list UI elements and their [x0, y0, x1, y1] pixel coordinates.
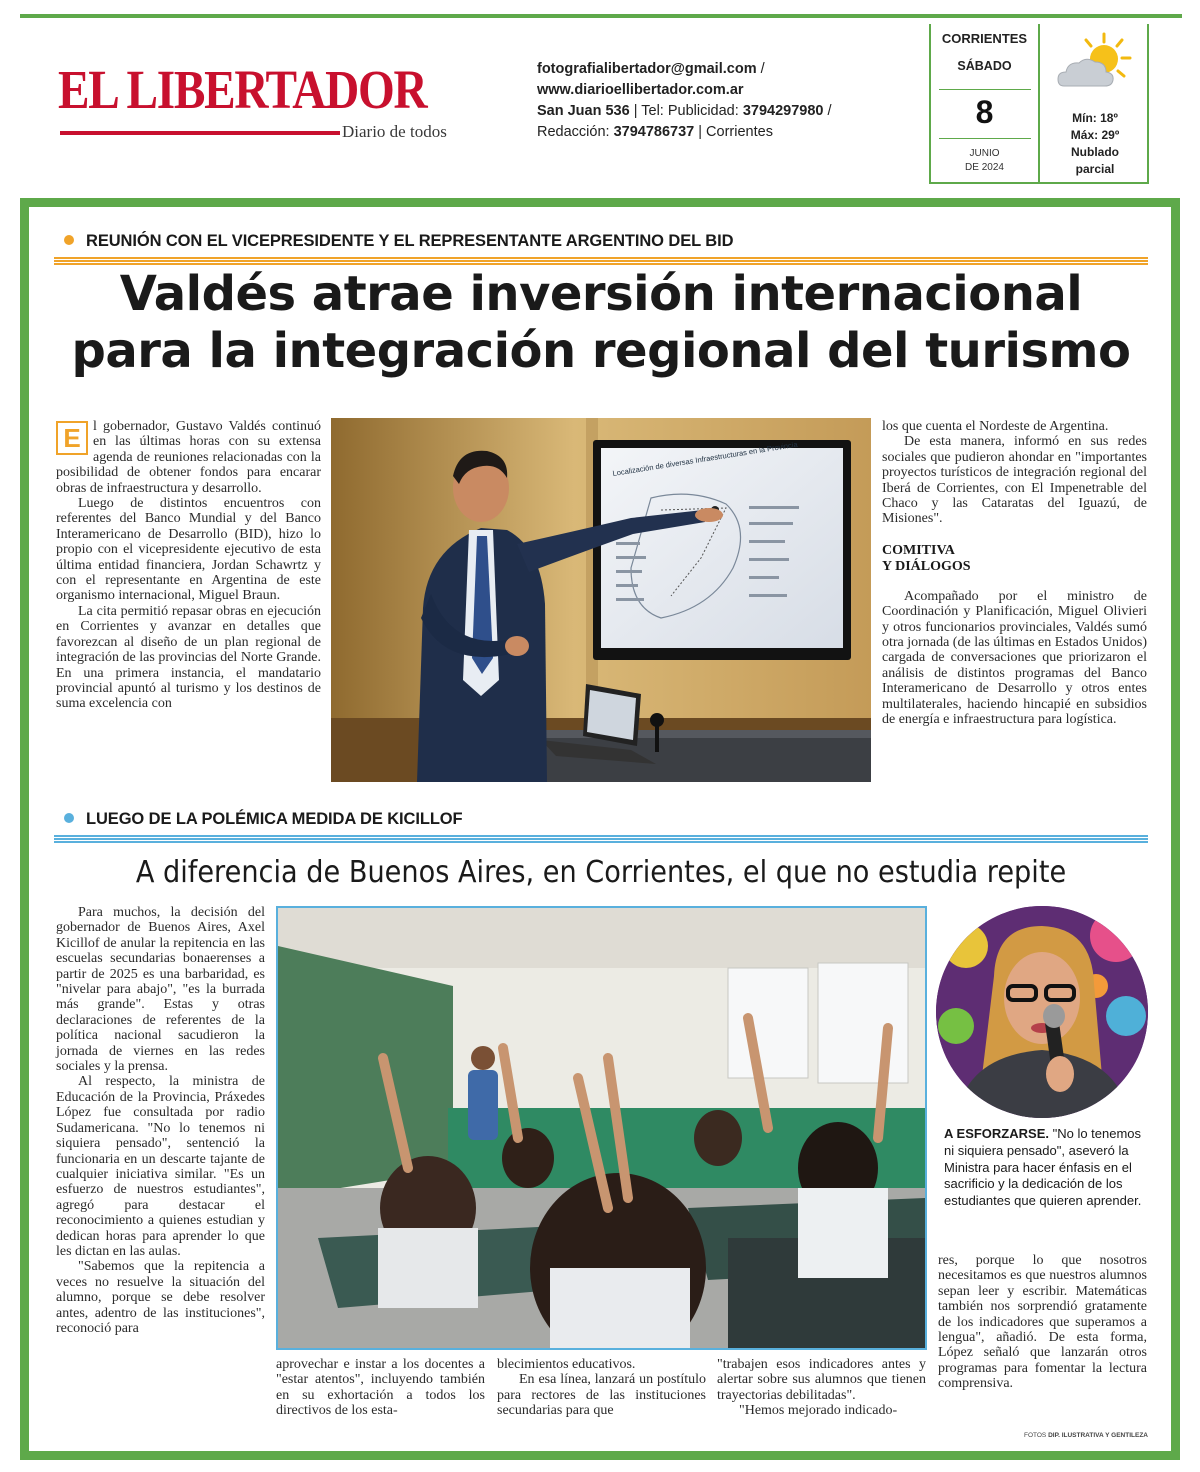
article1-subhead: COMITIVA Y DIÁLOGOS [882, 542, 971, 574]
photo-credit: FOTOS DIP. ILUSTRATIVA Y GENTILEZA [1024, 1432, 1148, 1439]
top-rule [20, 14, 1182, 18]
date-weekday: SÁBADO [957, 59, 1012, 73]
article1-column-1: E l gobernador, Gustavo Valdés continuó en las últimas horas con su extensa agenda de reuniones relacionadas con la posibilidad de obtener fondos para encarar obras de infraestructura y desarrollo. Luego de distintos encuentros con referentes del Banco Mundial y del Banco Interamericano de Desarrollo (BID), hizo lo propio con el vicepresidente ejecutivo de esta última entidad financiera, Jordan Schawrtz y con el representante en Argentina de este organismo internacional, Miguel Braun. La cita permitió repasar obras en ejecución en Corrientes y avanzar en detalles que favorezcan al diseño de un plan regional de integración de las provincias del Norte Grande. En una primera instancia, el mandatario provincial apuntó al turismo y los destinos de suma excelencia con [56, 419, 321, 712]
contact-website[interactable]: www.diarioellibertador.com.ar [537, 82, 744, 98]
logo-text: EL LIBERTADOR [58, 59, 427, 120]
weather-condition-1: Nublado [1071, 145, 1119, 159]
date-box [929, 24, 1149, 184]
article1-rule [54, 257, 1148, 265]
logo-tagline: Diario de todos [342, 122, 447, 141]
contact-redaccion-phone: 3794786737 [613, 124, 695, 140]
portrait-caption: A ESFORZARSE. "No lo tenemos ni siquiera pensado", aseveró la Ministra para hacer énfasis en el sacrificio y la dedicación de los estudiantes que quieren aprender. [944, 1126, 1142, 1209]
article2-kicker: LUEGO DE LA POLÉMICA MEDIDA DE KICILLOF [64, 810, 1144, 829]
date-year: DE 2024 [965, 162, 1004, 173]
partly-cloudy-icon [1048, 30, 1138, 102]
logo-underline [60, 131, 340, 135]
article1-kicker: REUNIÓN CON EL VICEPRESIDENTE Y EL REPRESENTANTE ARGENTINO DEL BID [64, 232, 1144, 251]
bullet-blue-icon [64, 813, 74, 823]
article2-column-3: blecimientos educativos. En esa línea, lanzará un postítulo para rectores de las instituciones secundarias para que [497, 1357, 706, 1419]
article1-column-3: los que cuenta el Nordeste de Argentina. De esta manera, informó en sus redes sociales que pudieron ahondar en "importantes proyectos turísticos de integración regional del Iberá de Corrientes, con El Impenetrable del Chaco y las Cataratas del Iguazú, de Misiones". COMITIVA Y DIÁLOGOS Acompañado por el ministro de Coordinación y Planificación, Miguel Olivieri y otros funcionarios provinciales, Valdés sumó otra jornada (de las últimas en Estados Unidos) cargada de conversaciones que priorizaron el análisis de distintos programas del Banco Interamericano de Desarrollo y otros entes multilaterales, haciendo hincapié en subsidios de energía e infraestructura para logística. [882, 419, 1147, 728]
date-city: CORRIENTES [941, 31, 1028, 46]
date-day: 8 [975, 94, 994, 130]
svg-text:Localización de diversas Infra: Localización de diversas Infraestructuras en la Provincia [611, 439, 799, 478]
article2-classroom-photo [276, 906, 927, 1350]
article2-column-4: "trabajen esos indicadores antes y alertar sobre sus alumnos que tienen trayectorias debilitadas". "Hemos mejorado indicado- [717, 1357, 926, 1419]
bullet-orange-icon [64, 235, 74, 245]
article2-headline: A diferencia de Buenos Aires, en Corrientes, el que no estudia repite [135, 855, 1067, 890]
weather-condition-2: parcial [1075, 162, 1115, 176]
date-month: JUNIO [969, 148, 1000, 159]
weather-min: Mín: 18º [1072, 111, 1118, 125]
article1-photo [331, 418, 871, 782]
article2-column-5: res, porque lo que nosotros necesitamos es que nuestros alumnos sepan leer y escribir. Matemáticas también nos sorprendió gratamente de los indicadores que superamos a lengua", añadió. De esta forma, López señaló que lanzarán otros programas para fomentar la lectura comprensiva. [938, 1253, 1147, 1392]
minister-portrait [936, 906, 1148, 1118]
contact-phone: 3794297980 [742, 103, 824, 119]
article2-rule [54, 835, 1148, 843]
logo [58, 60, 458, 144]
masthead-contact: fotografialibertador@gmail.com / www.diarioellibertador.com.ar San Juan 536 | Tel: Publicidad: 3794297980 / Redacción: 3794786737 | Corrientes [537, 61, 832, 140]
article2-column-2: aprovechar e instar a los docentes a "estar atentos", incluyendo también en su exhortación a todos los directivos de los esta- [276, 1357, 485, 1419]
article1-headline: Valdés atrae inversión internacional para la integración regional del turismo [71, 266, 1131, 379]
contact-email[interactable]: fotografialibertador@gmail.com [537, 61, 757, 77]
article2-column-1: Para muchos, la decisión del gobernador de Buenos Aires, Axel Kicillof de anular la repitencia en las escuelas secundarias bonaerenses a partir de 2025 es una barbaridad, es "nivelar para abajo", "es la burrada más grande". Estas y otras declaraciones de referentes de la política nacional sacudieron la jornada de viernes en las redes sociales y la prensa. Al respecto, la ministra de Educación de la Provincia, Práxedes López fue consultada por radio Sudamericana. "No lo tenemos ni siquiera pensado", sentenció la funcionaria en un descarte tajante de cualquier iniciativa similar. "Es un esfuerzo de nuestros estudiantes", agregó para destacar el reconocimiento a quienes estudian y dedican horas para aprender lo que les dictan en las aulas. "Sabemos que la repitencia a veces no resuelve la situación del alumno, porque se debe resolver antes, adentro de las instituciones", reconoció para [56, 905, 265, 1336]
weather-max: Máx: 29º [1070, 128, 1120, 142]
contact-address: San Juan 536 [537, 103, 630, 119]
dropcap: E [56, 421, 88, 455]
